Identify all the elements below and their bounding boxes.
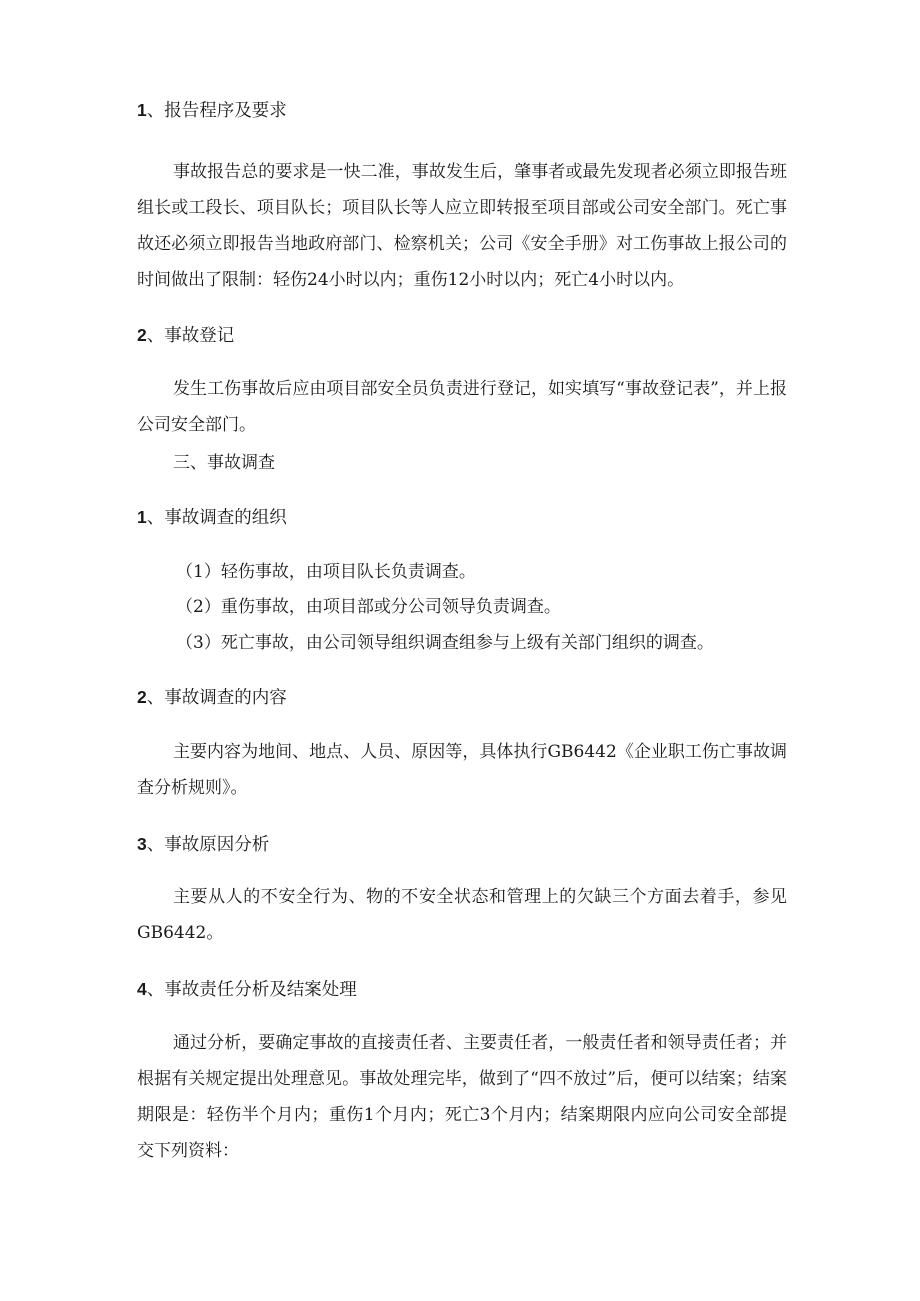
section-number: 3 [137, 834, 147, 854]
paragraph-report-requirements: 事故报告总的要求是一快二准，事故发生后，肇事者或最先发现者必须立即报告班组长或工段长、项目队长；项目队长等人应立即转报至项目部或公司安全部门。死亡事故还必须立即报告当地政府部门、检察机关；公司《安全手册》对工伤事故上报公司的时间做出了限制：轻伤24小时以内；重伤12小时以内；死亡4小时以内。 [137, 162, 787, 290]
section-number: 1 [137, 507, 147, 527]
section-title: 、事故责任分析及结案处理 [146, 980, 357, 1000]
section-heading-responsibility-analysis [137, 977, 357, 1002]
section-number: 2 [137, 687, 147, 707]
paragraph-registration: 发生工伤事故后应由项目部安全员负责进行登记，如实填写“事故登记表”，并上报公司安全部门。 [137, 379, 787, 435]
section-heading-investigation-organization [137, 505, 287, 530]
section-title: 、事故调查的组织 [146, 508, 287, 528]
section-heading-investigation-content [137, 685, 287, 710]
section-title: 、事故调查的内容 [146, 688, 287, 708]
section-number: 1 [137, 100, 147, 120]
list-item-minor-injury: （1）轻伤事故，由项目队长负责调查。 [176, 562, 476, 582]
paragraph-cause-analysis: 主要从人的不安全行为、物的不安全状态和管理上的欠缺三个方面去着手，参见GB6442。 [137, 887, 787, 943]
section-heading-accident-registration [137, 323, 234, 348]
section-heading-cause-analysis [137, 832, 269, 857]
section-title: 、事故原因分析 [146, 835, 270, 855]
section-title: 、事故登记 [146, 326, 235, 346]
chapter-heading-investigation: 三、事故调查 [173, 453, 275, 473]
section-number: 2 [137, 325, 147, 345]
paragraph-responsibility-analysis: 通过分析，要确定事故的直接责任者、主要责任者，一般责任者和领导责任者；并根据有关规定提出处理意见。事故处理完毕，做到了“四不放过”后，便可以结案；结案期限是：轻伤半个月内；重伤1个月内；死亡3个月内；结案期限内应向公司安全部提交下列资料： [137, 1033, 787, 1161]
section-number: 4 [137, 979, 147, 999]
paragraph-investigation-content: 主要内容为地间、地点、人员、原因等，具体执行GB6442《企业职工伤亡事故调查分析规则》。 [137, 742, 787, 798]
list-item-serious-injury: （2）重伤事故，由项目部或分公司领导负责调查。 [176, 597, 561, 617]
list-item-death: （3）死亡事故，由公司领导组织调查组参与上级有关部门组织的调查。 [176, 633, 714, 653]
section-title: 、报告程序及要求 [146, 101, 287, 121]
section-heading-report-procedure [137, 98, 287, 123]
